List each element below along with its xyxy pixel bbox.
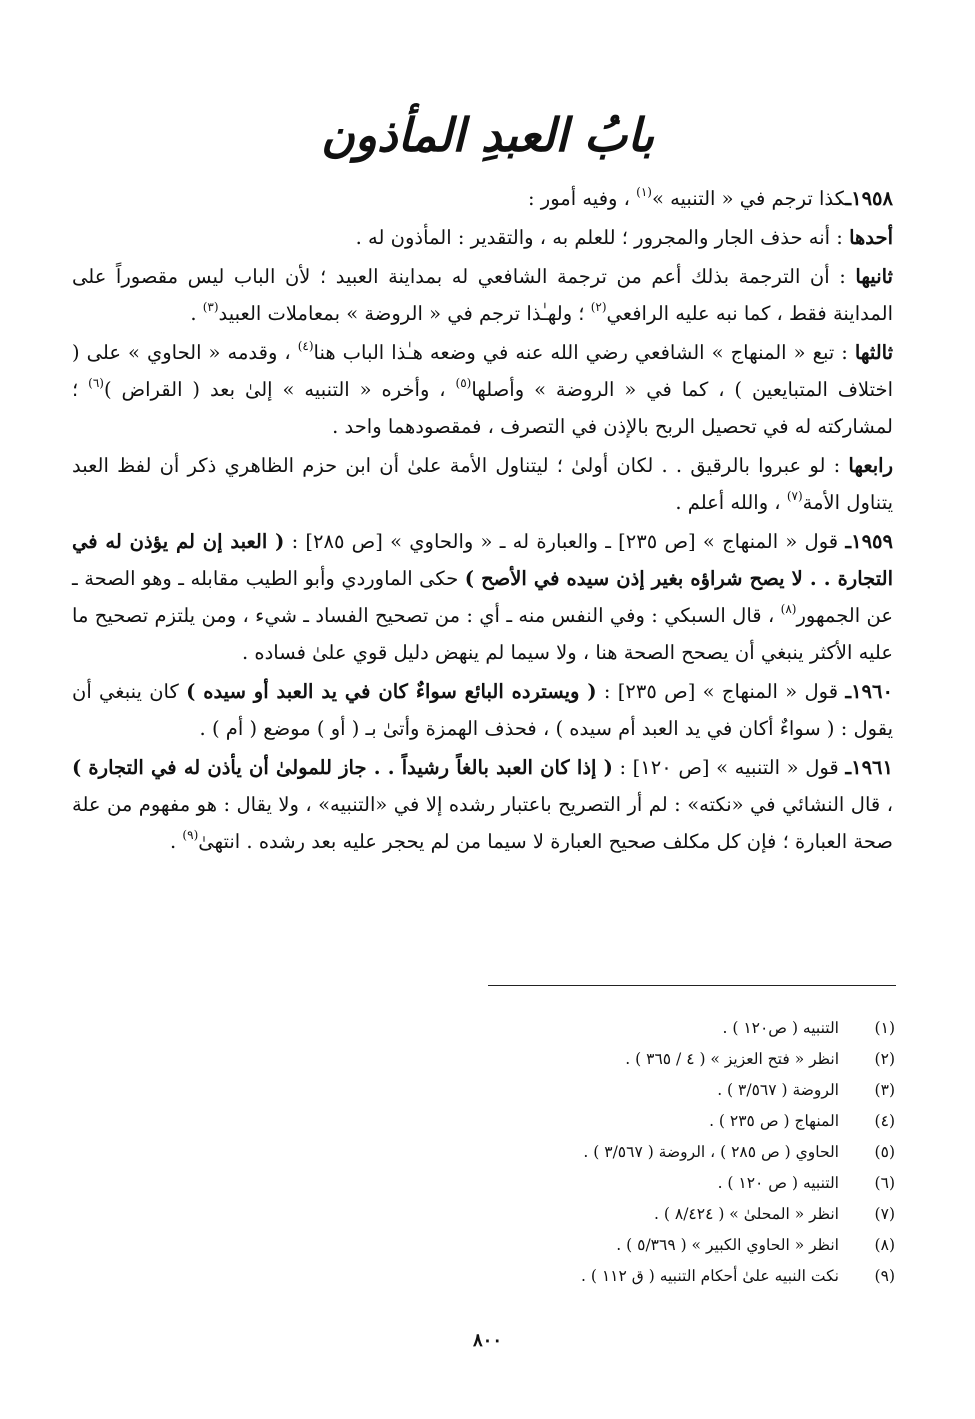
footnote-ref: (٥) xyxy=(455,376,472,390)
quoted-text: ( إذا كان العبد بالغاً رشيداً . . جاز للمولىٰ أن يأذن له في التجارة ) xyxy=(72,756,613,779)
paragraph-text: . xyxy=(170,830,183,853)
footnote xyxy=(300,1261,895,1292)
paragraph-1958 xyxy=(72,180,893,217)
footnote-number: (٥) xyxy=(874,1143,895,1161)
main-text xyxy=(72,180,893,860)
paragraph-text: قول « المنهاج » [ص ٢٣٥] : xyxy=(596,680,846,703)
footnote xyxy=(300,1230,895,1261)
footnote-ref: (٧) xyxy=(786,489,803,503)
paragraph-text: كان ينبغي أن يقول : ( سواءٌ أكان في يد العبد أم سيده ) ، فحذف الهمزة وأتىٰ بـ ( أو ) موضع ( أم ) . xyxy=(72,680,893,740)
paragraph-first xyxy=(72,219,893,256)
footnote-ref: (٢) xyxy=(590,300,607,314)
footnote-text: التنبيه ( ص ١٢٠ ) . xyxy=(717,1174,839,1192)
footnote-ref: (١) xyxy=(636,185,652,199)
paragraph-text: ، قال النشائي في «نكته» : لم أر التصريح باعتبار رشده إلا في «التنبيه» ، ولا يقال : هو مفهوم من علة صحة العبارة ؛ فإن كل مكلف صحيح العبارة لا سيما من لم يحجر عليه بعد رشده . انتهىٰ xyxy=(72,793,893,853)
footnote-number: (٢) xyxy=(874,1050,895,1068)
point-label: ثانيها xyxy=(855,265,893,288)
paragraph-text: كذا ترجم في « التنبيه » xyxy=(651,187,846,210)
paragraph-text: ؛ لمشاركته له في تحصيل الربح بالإذن في التصرف ، فمقصودهما واحد . xyxy=(72,378,893,438)
paragraph-text: . xyxy=(190,302,203,325)
paragraph-text: ، وقدمه « الحاوي » على ( اختلاف المتبايعين ) ، كما في « الروضة » وأصلها xyxy=(72,341,894,401)
footnote-number: (٩) xyxy=(874,1267,895,1285)
entry-number: ١٩٦٠ـ xyxy=(845,680,893,703)
paragraph-third xyxy=(72,334,893,445)
footnote-ref: (٩) xyxy=(182,828,199,842)
paragraph-text: ، وأخره « التنبيه » إلىٰ بعد ( القراض ) xyxy=(103,378,456,401)
footnote xyxy=(300,1044,895,1075)
footnote-text: الروضة ( ٣/٥٦٧ ) . xyxy=(717,1081,839,1099)
chapter-title: بابُ العبدِ المأذون xyxy=(320,108,655,162)
paragraph-text: حكى الماوردي وأبو الطيب مقابله ـ وهو الصحة ـ عن الجمهور xyxy=(72,567,893,627)
footnote-text: انظر « فتح العزيز » ( ٤ / ٣٦٥ ) . xyxy=(625,1050,839,1068)
footnote-ref: (٣) xyxy=(202,300,219,314)
entry-number: ١٩٥٩ـ xyxy=(845,530,893,553)
footnote-number: (٣) xyxy=(874,1081,895,1099)
footnote xyxy=(300,1199,895,1230)
footnote xyxy=(300,1013,895,1044)
footnotes xyxy=(300,1013,895,1292)
footnote-text: الحاوي ( ص ٢٨٥ ) ، الروضة ( ٣/٥٦٧ ) . xyxy=(583,1143,839,1161)
paragraph-1961 xyxy=(72,749,893,860)
footnote-text: انظر « المحلىٰ » ( ٨/٤٢٤ ) . xyxy=(654,1205,839,1223)
footnote xyxy=(300,1075,895,1106)
paragraph-text: : أنه حذف الجار والمجرور ؛ للعلم به ، والتقدير : المأذون له . xyxy=(355,226,850,249)
paragraph-text: قول « المنهاج » [ص ٢٣٥] ـ والعبارة له ـ « والحاوي » [ص ٢٨٥] : xyxy=(284,530,846,553)
paragraph-text: ، قال السبكي : وفي النفس منه ـ أي : من تصحيح الفساد ـ شيء ، ومن يلتزم تصحيح ما عليه الأكثر ينبغي أن يصحح الصحة هنا ، ولا سيما لم ينهض دليل قوي علىٰ فساده . xyxy=(72,604,893,664)
point-label: أحدها xyxy=(849,226,893,249)
point-label: ثالثها xyxy=(854,341,894,364)
paragraph-1959 xyxy=(72,523,893,671)
paragraph-1960 xyxy=(72,673,893,747)
footnote-text: المنهاج ( ص ٢٣٥ ) . xyxy=(709,1112,839,1130)
entry-number: ١٩٥٨ـ xyxy=(845,187,893,210)
footnote xyxy=(300,1106,895,1137)
quoted-text: ( ويسترده البائع سواءٌ كان في يد العبد أو سيده ) xyxy=(186,680,597,703)
paragraph-text: : أن الترجمة بذلك أعم من ترجمة الشافعي له بمداينة العبيد ؛ لأن الباب ليس مقصوراً على المداينة فقط ، كما نبه عليه الرافعي xyxy=(72,265,893,325)
footnote-number: (٧) xyxy=(874,1205,895,1223)
footnote-ref: (٤) xyxy=(297,339,314,353)
quoted-text: ( العبد إن لم يؤذن له في التجارة . . لا يصح شراؤه بغير إذن سيده في الأصح ) xyxy=(72,530,893,590)
footnote-ref: (٦) xyxy=(88,376,104,390)
paragraph-text: : تبع « المنهاج » الشافعي رضي الله عنه في وضعه هـٰذا الباب هنا xyxy=(313,341,855,364)
footnote-divider xyxy=(488,985,896,986)
page-number: ٨٠٠ xyxy=(472,1330,502,1351)
paragraph-text: ، والله أعلم . xyxy=(675,491,787,514)
footnote-number: (٦) xyxy=(874,1174,895,1192)
paragraph-fourth xyxy=(72,447,893,521)
footnote-number: (١) xyxy=(874,1019,895,1037)
paragraph-text: ، وفيه أمور : xyxy=(528,187,637,210)
paragraph-text: ؛ ولهـٰذا ترجم في « الروضة » بمعاملات العبيد xyxy=(218,302,591,325)
footnote xyxy=(300,1137,895,1168)
entry-number: ١٩٦١ـ xyxy=(845,756,893,779)
paragraph-second xyxy=(72,258,893,332)
footnote-text: نكت النبيه علىٰ أحكام التنبيه ( ق ١١٢ ) . xyxy=(581,1267,839,1285)
footnote-text: التنبيه ( ص١٢٠ ) . xyxy=(722,1019,839,1037)
paragraph-text: : لو عبروا بالرقيق . . لكان أولىٰ ؛ ليتناول الأمة علىٰ أن ابن حزم الظاهري ذكر أن لفظ العبد يتناول الأمة xyxy=(72,454,893,514)
footnote xyxy=(300,1168,895,1199)
paragraph-text: قول « التنبيه » [ص ١٢٠] : xyxy=(612,756,846,779)
footnote-ref: (٨) xyxy=(780,602,797,616)
footnote-text: انظر « الحاوي الكبير » ( ٥/٣٦٩ ) . xyxy=(616,1236,839,1254)
footnote-number: (٨) xyxy=(874,1236,895,1254)
point-label: رابعها xyxy=(848,454,893,477)
footnote-number: (٤) xyxy=(874,1112,895,1130)
